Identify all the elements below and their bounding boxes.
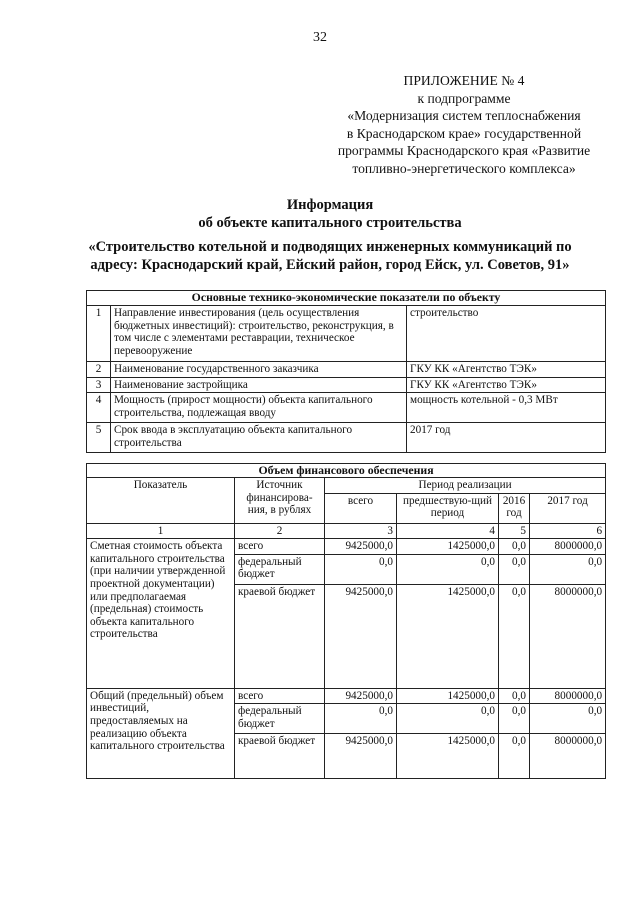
row-value: ГКУ КК «Агентство ТЭК» xyxy=(407,362,606,378)
table-row xyxy=(87,423,606,453)
table-row xyxy=(87,688,606,704)
prev-period-cell: 1425000,0 xyxy=(397,584,499,688)
column-number-row xyxy=(87,523,606,539)
col-prev-header: предшествую-щий период xyxy=(397,493,499,523)
table-row xyxy=(87,362,606,378)
row-value: мощность котельной - 0,3 МВт xyxy=(407,393,606,423)
tech-table-header: Основные технико-экономические показатели по объекту xyxy=(87,291,606,306)
year-2016-cell: 0,0 xyxy=(499,734,530,779)
document-title xyxy=(60,196,600,274)
title-line: «Строительство котельной и подводящих инженерных коммуникаций по xyxy=(88,239,572,255)
row-label: Мощность (прирост мощности) объекта капитального строительства, подлежащая вводу xyxy=(111,393,407,423)
title-line: Информация xyxy=(286,197,374,213)
appendix-line: топливно-энергетического комплекса» xyxy=(352,160,576,176)
column-number: 1 xyxy=(87,523,235,539)
appendix-line: ПРИЛОЖЕНИЕ № 4 xyxy=(403,73,525,88)
year-2016-cell: 0,0 xyxy=(499,554,530,584)
tech-indicators-table xyxy=(86,290,606,453)
title-line: адресу: Краснодарский край, Ейский район, город Ейск, ул. Советов, 91» xyxy=(90,257,570,273)
source-cell: краевой бюджет xyxy=(235,584,325,688)
col-indicator-header: Показатель xyxy=(87,478,235,524)
total-cell: 9425000,0 xyxy=(325,734,397,779)
year-2017-cell: 0,0 xyxy=(530,554,606,584)
prev-period-cell: 0,0 xyxy=(397,704,499,734)
year-2017-cell: 0,0 xyxy=(530,704,606,734)
year-2017-cell: 8000000,0 xyxy=(530,734,606,779)
column-number: 2 xyxy=(235,523,325,539)
table-row xyxy=(87,539,606,555)
source-cell: всего xyxy=(235,539,325,555)
row-label: Наименование застройщика xyxy=(111,377,407,393)
indicator-label: Сметная стоимость объекта капитального строительства (при наличии утвержденной проектной документации) или предполагаемая (предельная) стоимость объекта капитального строительства xyxy=(87,539,235,689)
year-2016-cell: 0,0 xyxy=(499,704,530,734)
appendix-line: к подпрограмме xyxy=(417,90,511,106)
row-value: ГКУ КК «Агентство ТЭК» xyxy=(407,377,606,393)
row-number: 3 xyxy=(87,377,111,393)
column-number: 3 xyxy=(325,523,397,539)
prev-period-cell: 1425000,0 xyxy=(397,539,499,555)
title-line: об объекте капитального строительства xyxy=(198,215,462,231)
row-number: 4 xyxy=(87,393,111,423)
financing-table-header: Объем финансового обеспечения xyxy=(87,464,606,478)
col-source-header: Источник финансирова-ния, в рублях xyxy=(235,478,325,524)
source-cell: всего xyxy=(235,688,325,704)
col-2016-header: 2016 год xyxy=(499,493,530,523)
appendix-header xyxy=(318,72,610,178)
table-row xyxy=(87,377,606,393)
row-label: Направление инвестирования (цель осуществления бюджетных инвестиций): строительство, реконструкция, в том числе с элементами реставрации, техническое перевооружение xyxy=(111,306,407,362)
year-2016-cell: 0,0 xyxy=(499,539,530,555)
column-number: 5 xyxy=(499,523,530,539)
source-cell: краевой бюджет xyxy=(235,734,325,779)
appendix-line: «Модернизация систем теплоснабжения xyxy=(347,108,581,124)
row-label: Срок ввода в эксплуатацию объекта капитального строительства xyxy=(111,423,407,453)
total-cell: 9425000,0 xyxy=(325,539,397,555)
total-cell: 9425000,0 xyxy=(325,688,397,704)
row-label: Наименование государственного заказчика xyxy=(111,362,407,378)
total-cell: 0,0 xyxy=(325,554,397,584)
col-2017-header: 2017 год xyxy=(530,493,606,523)
column-number: 6 xyxy=(530,523,606,539)
row-value: строительство xyxy=(407,306,606,362)
table-row xyxy=(87,393,606,423)
col-total-header: всего xyxy=(325,493,397,523)
col-period-header: Период реализации xyxy=(325,478,606,494)
year-2017-cell: 8000000,0 xyxy=(530,688,606,704)
indicator-label: Общий (предельный) объем инвестиций, предоставляемых на реализацию объекта капитального строительства xyxy=(87,688,235,779)
prev-period-cell: 1425000,0 xyxy=(397,734,499,779)
year-2017-cell: 8000000,0 xyxy=(530,539,606,555)
column-number: 4 xyxy=(397,523,499,539)
appendix-line: программы Краснодарского края «Развитие xyxy=(337,143,591,159)
prev-period-cell: 0,0 xyxy=(397,554,499,584)
total-cell: 9425000,0 xyxy=(325,584,397,688)
year-2017-cell: 8000000,0 xyxy=(530,584,606,688)
table-row xyxy=(87,306,606,362)
prev-period-cell: 1425000,0 xyxy=(397,688,499,704)
appendix-line: в Краснодарском крае» государственной xyxy=(346,125,582,141)
financing-table xyxy=(86,463,606,779)
year-2016-cell: 0,0 xyxy=(499,688,530,704)
total-cell: 0,0 xyxy=(325,704,397,734)
row-number: 2 xyxy=(87,362,111,378)
row-number: 5 xyxy=(87,423,111,453)
source-cell: федеральный бюджет xyxy=(235,554,325,584)
row-number: 1 xyxy=(87,306,111,362)
source-cell: федеральный бюджет xyxy=(235,704,325,734)
page-number: 32 xyxy=(313,30,327,45)
row-value: 2017 год xyxy=(407,423,606,453)
year-2016-cell: 0,0 xyxy=(499,584,530,688)
